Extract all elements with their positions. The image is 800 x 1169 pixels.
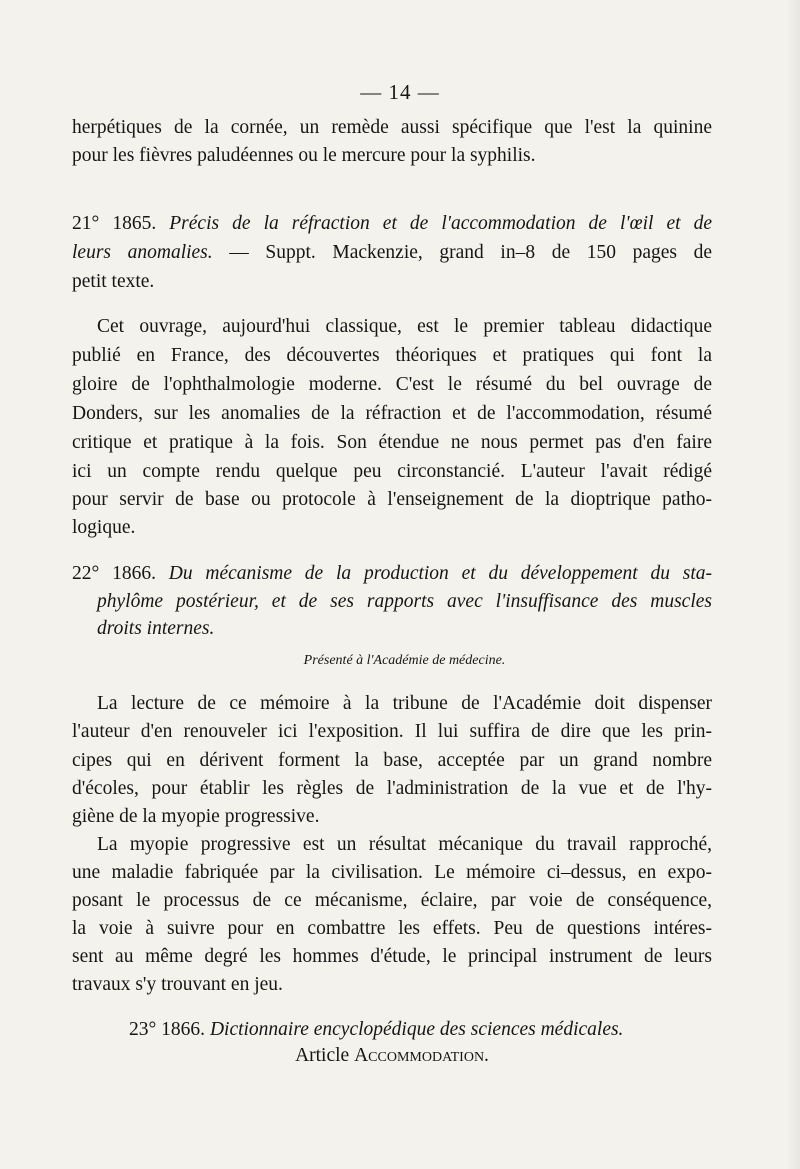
text-line: cipes qui en dérivent forment la base, acceptée par un grand nombre [72, 750, 712, 771]
text-line: sent au même degré les hommes d'étude, le principal instrument de leurs [72, 946, 712, 967]
text-line: la voie à suivre pour en combattre les effets. Peu de questions intéres- [72, 918, 712, 939]
text-line: La lecture de ce mémoire à la tribune de l'Académie doit dispenser [97, 693, 712, 714]
entry-21-line-3: petit texte. [72, 271, 155, 292]
text-line: d'écoles, pour établir les règles de l'administration de la vue et de l'hy- [72, 778, 712, 799]
entry-23-line-1 [129, 1016, 712, 1044]
text-line: une maladie fabriquée par la civilisation. Le mémoire ci–dessus, en expo- [72, 862, 712, 883]
text-line: ici un compte rendu quelque peu circonstancié. L'auteur l'avait rédigé [72, 461, 712, 482]
entry-23-number: 23° 1866. [129, 1019, 206, 1040]
text-line: Cet ouvrage, aujourd'hui classique, est le premier tableau didactique [97, 316, 712, 337]
text-line: pour servir de base ou protocole à l'enseignement de la dioptrique patho- [72, 489, 712, 510]
entry-21-number: 21° 1865. [72, 213, 157, 234]
entry-22-note: Présenté à l'Académie de médecine. [303, 653, 506, 668]
text-line: critique et pratique à la fois. Son étendue ne nous permet pas d'en faire [72, 432, 712, 453]
page-number: — 14 — [360, 80, 440, 104]
text-line: publié en France, des découvertes théoriques et pratiques qui font la [72, 345, 712, 366]
page-edge-shadow [786, 0, 800, 1169]
entry-21-line-1 [72, 210, 712, 238]
entry-23-article-prefix: Article [295, 1045, 355, 1066]
text-line: pour les fièvres paludéennes ou le mercure pour la syphilis. [72, 145, 536, 166]
text-line: herpétiques de la cornée, un remède aussi spécifique que l'est la quinine [72, 117, 712, 138]
entry-22-line-2: phylôme postérieur, et de ses rapports avec l'insuffisance des muscles [97, 591, 712, 612]
text-line: La myopie progressive est un résultat mécanique du travail rapproché, [97, 834, 712, 855]
text-line: gloire de l'ophthalmologie moderne. C'est le résumé du bel ouvrage de [72, 374, 712, 395]
entry-21-title-cont: leurs anomalies. [72, 242, 213, 263]
entry-23-article-name: Accommodation. [354, 1045, 489, 1066]
text-line: giène de la myopie progressive. [72, 806, 320, 827]
entry-21-details: — Suppt. Mackenzie, grand in–8 de 150 pages de [212, 242, 712, 263]
entry-21-line-2 [72, 239, 712, 267]
entry-22-number: 22° 1866. [72, 563, 156, 584]
entry-21-title: Précis de la réfraction et de l'accommodation de l'œil et de [169, 213, 712, 234]
text-line: travaux s'y trouvant en jeu. [72, 974, 283, 995]
entry-23-line-2 [72, 1042, 712, 1070]
entry-22-title: Du mécanisme de la production et du développement du sta- [168, 563, 712, 584]
entry-23-title: Dictionnaire encyclopédique des sciences médicales. [209, 1019, 624, 1040]
text-line: posant le processus de ce mécanisme, éclaire, par voie de conséquence, [72, 890, 712, 911]
text-line: Donders, sur les anomalies de la réfraction et de l'accommodation, résumé [72, 403, 712, 424]
text-line: l'auteur d'en renouveler ici l'exposition. Il lui suffira de dire que les prin- [72, 721, 712, 742]
text-line: logique. [72, 517, 136, 538]
entry-22-line-3: droits internes. [97, 618, 215, 639]
entry-22-line-1 [72, 560, 712, 588]
